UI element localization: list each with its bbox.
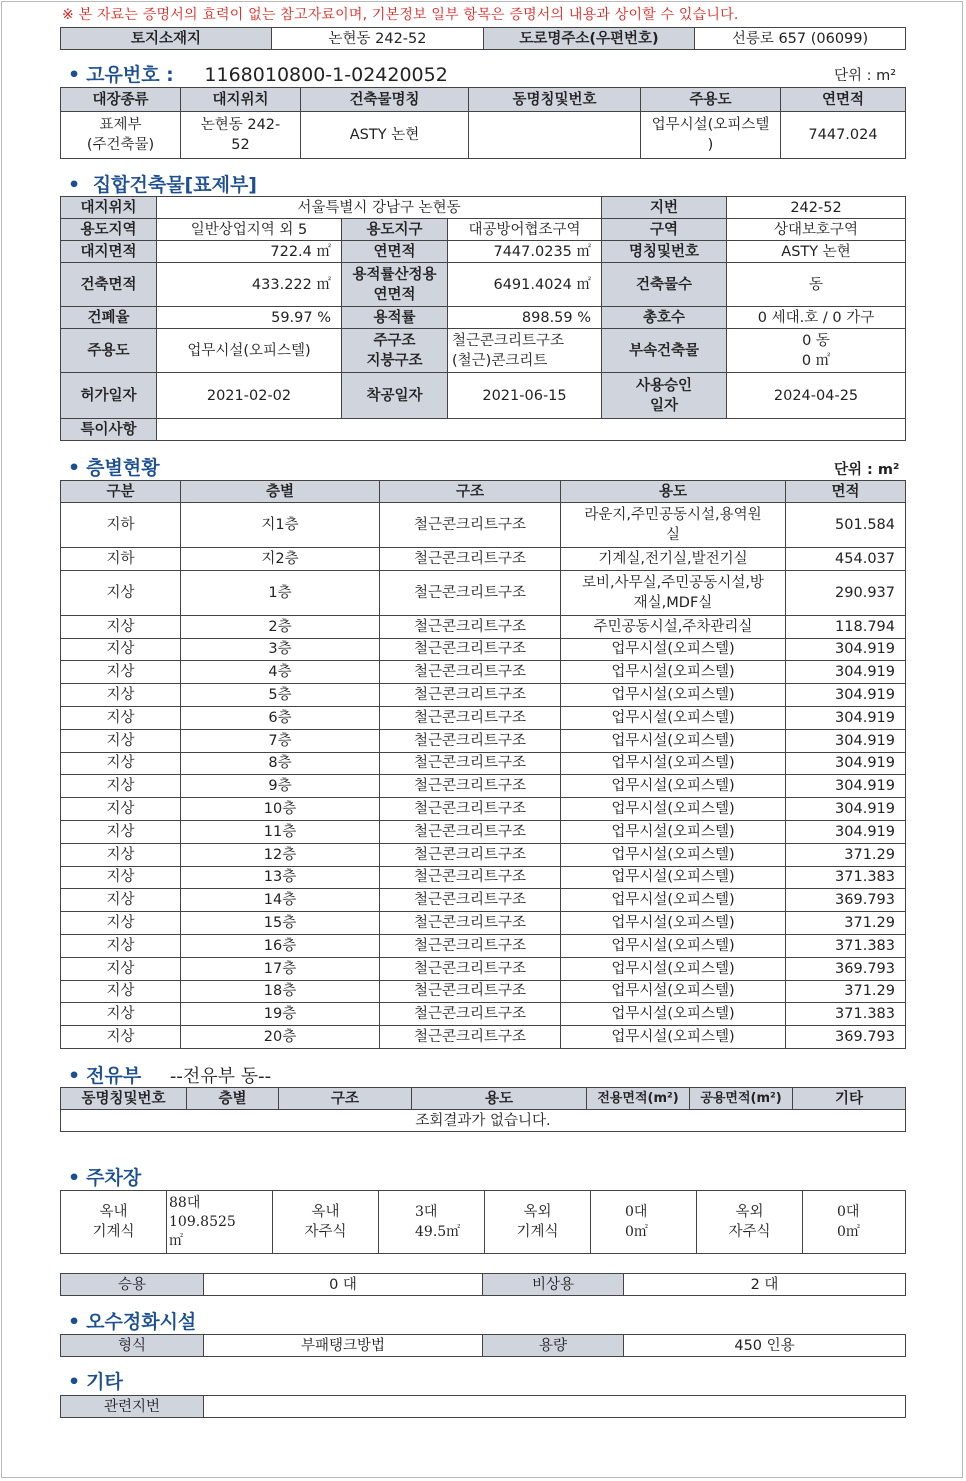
label-passenger-elevator: 승용	[61, 1274, 204, 1296]
floor-category: 지상	[61, 1003, 181, 1026]
floor-level: 14층	[181, 889, 380, 912]
bcr: 59.97 %	[157, 307, 342, 329]
floor-area: 369.793	[786, 957, 906, 980]
bullet-icon: •	[68, 1371, 81, 1393]
floor-use: 라운지,주민공동시설,용역원 실	[561, 503, 786, 548]
floor-category: 지상	[61, 570, 181, 615]
bullet-icon: •	[68, 457, 81, 479]
floor-structure: 철근콘크리트구조	[380, 752, 561, 775]
floor-structure: 철근콘크리트구조	[380, 570, 561, 615]
table-row	[61, 638, 906, 661]
etc-heading	[68, 1367, 123, 1394]
floors-heading	[68, 453, 160, 480]
floor-structure: 철근콘크리트구조	[380, 889, 561, 912]
floor-use: 업무시설(오피스텔)	[561, 752, 786, 775]
table-row	[61, 503, 906, 548]
floors-table	[60, 480, 906, 1049]
floor-area: 369.793	[786, 889, 906, 912]
unique-number-heading	[68, 60, 448, 87]
col-structure: 구조	[380, 481, 561, 503]
label-outdoor-mechanical: 옥외 기계식	[485, 1191, 591, 1254]
table-row	[61, 615, 906, 638]
floor-area: 371.383	[786, 1003, 906, 1026]
floor-category: 지상	[61, 980, 181, 1003]
register-building-name: ASTY 논현	[301, 112, 469, 159]
floor-category: 지상	[61, 889, 181, 912]
floor-structure: 철근콘크리트구조	[380, 706, 561, 729]
site-location: 서울특별시 강남구 논현동	[157, 197, 602, 219]
label-far: 용적률	[342, 307, 448, 329]
floor-structure: 철근콘크리트구조	[380, 503, 561, 548]
table-row	[61, 889, 906, 912]
land-table	[60, 27, 906, 50]
floor-category: 지하	[61, 503, 181, 548]
floor-category: 지상	[61, 866, 181, 889]
table-row	[61, 798, 906, 821]
jibun: 242-52	[727, 197, 906, 219]
floor-use: 업무시설(오피스텔)	[561, 980, 786, 1003]
floor-area: 304.919	[786, 820, 906, 843]
road-address-label: 도로명주소(우편번호)	[484, 28, 695, 50]
col-area: 면적	[786, 481, 906, 503]
col-register-type: 대장종류	[61, 88, 181, 112]
floor-level: 1층	[181, 570, 380, 615]
col-category: 구분	[61, 481, 181, 503]
register-total-area: 7447.024	[781, 112, 906, 159]
floor-use: 업무시설(오피스텔)	[561, 638, 786, 661]
floor-level: 12층	[181, 843, 380, 866]
floor-area: 304.919	[786, 661, 906, 684]
floor-structure: 철근콘크리트구조	[380, 775, 561, 798]
table-row	[61, 661, 906, 684]
bullet-icon: •	[68, 174, 81, 196]
sewage-heading	[68, 1307, 196, 1334]
floor-use: 업무시설(오피스텔)	[561, 1026, 786, 1049]
floor-use: 업무시설(오피스텔)	[561, 889, 786, 912]
bullet-icon: •	[68, 1167, 81, 1189]
floor-area: 371.383	[786, 934, 906, 957]
building-count: 동	[727, 263, 906, 307]
table-row	[61, 684, 906, 707]
floor-category: 지상	[61, 912, 181, 935]
floor-level: 17층	[181, 957, 380, 980]
floor-area: 304.919	[786, 729, 906, 752]
related-jibun	[204, 1396, 906, 1418]
label-zone: 용도지역	[61, 219, 157, 241]
exclusive-title: 전유부	[86, 1065, 142, 1087]
floor-area: 304.919	[786, 752, 906, 775]
floor-category: 지상	[61, 615, 181, 638]
annex: 0 동 0 ㎡	[727, 329, 906, 373]
label-sewage-capacity: 용량	[483, 1335, 624, 1357]
floor-use: 업무시설(오피스텔)	[561, 866, 786, 889]
table-row	[61, 1026, 906, 1049]
floor-level: 13층	[181, 866, 380, 889]
label-jibun: 지번	[602, 197, 727, 219]
elevator-table	[60, 1273, 906, 1296]
floor-area: 118.794	[786, 615, 906, 638]
road-address: 선릉로 657 (06099)	[695, 28, 906, 50]
label-main-use: 주용도	[61, 329, 157, 373]
col-use: 용도	[561, 481, 786, 503]
floor-structure: 철근콘크리트구조	[380, 843, 561, 866]
col-exclusive-area: 전용면적(m²)	[587, 1088, 690, 1110]
floor-area: 369.793	[786, 1026, 906, 1049]
floor-category: 지상	[61, 820, 181, 843]
floor-category: 지상	[61, 957, 181, 980]
label-approval-date: 사용승인 일자	[602, 373, 727, 419]
label-building-count: 건축물수	[602, 263, 727, 307]
bullet-icon: •	[68, 64, 81, 86]
table-row	[61, 752, 906, 775]
label-units: 총호수	[602, 307, 727, 329]
floor-level: 9층	[181, 775, 380, 798]
parking-heading	[68, 1163, 141, 1190]
floor-use: 업무시설(오피스텔)	[561, 729, 786, 752]
floor-level: 10층	[181, 798, 380, 821]
table-row	[61, 706, 906, 729]
passenger-elevator: 0 대	[204, 1274, 483, 1296]
summary-title: 집합건축물[표제부]	[92, 174, 257, 196]
register-main-use: 업무시설(오피스텔 )	[641, 112, 781, 159]
floor-use: 업무시설(오피스텔)	[561, 843, 786, 866]
exclusive-heading	[68, 1061, 271, 1088]
col-site: 대지위치	[181, 88, 301, 112]
label-special: 특이사항	[61, 419, 157, 441]
floor-category: 지상	[61, 934, 181, 957]
sewage-title: 오수정화시설	[86, 1311, 197, 1333]
floor-area: 371.29	[786, 980, 906, 1003]
floor-level: 20층	[181, 1026, 380, 1049]
label-area-zone: 구역	[602, 219, 727, 241]
floor-level: 2층	[181, 615, 380, 638]
structure: 철근콘크리트구조 (철근)콘크리트	[448, 329, 602, 373]
floor-structure: 철근콘크리트구조	[380, 638, 561, 661]
floor-structure: 철근콘크리트구조	[380, 980, 561, 1003]
floor-level: 8층	[181, 752, 380, 775]
far: 898.59 %	[448, 307, 602, 329]
no-results-message: 조회결과가 없습니다.	[61, 1110, 906, 1132]
far-area: 6491.4024 ㎡	[448, 263, 602, 307]
main-use: 업무시설(오피스텔)	[157, 329, 342, 373]
table-row	[61, 843, 906, 866]
col-dong: 동명칭및번호	[469, 88, 641, 112]
parking-title: 주차장	[86, 1167, 142, 1189]
floor-structure: 철근콘크리트구조	[380, 820, 561, 843]
label-bcr: 건폐율	[61, 307, 157, 329]
floor-category: 지상	[61, 752, 181, 775]
etc-table	[60, 1395, 906, 1418]
table-row	[61, 912, 906, 935]
parking-table	[60, 1190, 906, 1254]
floor-structure: 철근콘크리트구조	[380, 684, 561, 707]
floor-structure: 철근콘크리트구조	[380, 912, 561, 935]
floor-area: 304.919	[786, 775, 906, 798]
table-row	[61, 934, 906, 957]
emergency-elevator: 2 대	[624, 1274, 906, 1296]
label-outdoor-self: 옥외 자주식	[697, 1191, 803, 1254]
register-dong	[469, 112, 641, 159]
label-annex: 부속건축물	[602, 329, 727, 373]
sewage-capacity: 450 인용	[624, 1335, 906, 1357]
floor-level: 16층	[181, 934, 380, 957]
zone: 일반상업지역 외 5	[157, 219, 342, 241]
permit-date: 2021-02-02	[157, 373, 342, 419]
sewage-table	[60, 1334, 906, 1357]
floor-area: 371.29	[786, 843, 906, 866]
unique-number-title: 고유번호 :	[86, 64, 174, 86]
col-dong-number: 동명칭및번호	[61, 1088, 187, 1110]
floor-structure: 철근콘크리트구조	[380, 729, 561, 752]
floor-level: 19층	[181, 1003, 380, 1026]
floor-level: 15층	[181, 912, 380, 935]
outdoor-self: 0대 0㎡	[803, 1191, 906, 1254]
col-main-use: 주용도	[641, 88, 781, 112]
floor-use: 업무시설(오피스텔)	[561, 798, 786, 821]
floor-category: 지상	[61, 706, 181, 729]
floor-structure: 철근콘크리트구조	[380, 957, 561, 980]
col-etc: 기타	[793, 1088, 906, 1110]
floor-structure: 철근콘크리트구조	[380, 1003, 561, 1026]
label-start-date: 착공일자	[342, 373, 448, 419]
label-building-name: 명칭및번호	[602, 241, 727, 263]
floor-use: 주민공동시설,주차관리실	[561, 615, 786, 638]
floor-area: 304.919	[786, 706, 906, 729]
sewage-type: 부패탱크방법	[204, 1335, 483, 1357]
table-row	[61, 729, 906, 752]
floor-level: 11층	[181, 820, 380, 843]
start-date: 2021-06-15	[448, 373, 602, 419]
floor-area: 371.383	[786, 866, 906, 889]
building-area: 433.222 ㎡	[157, 263, 342, 307]
floor-use: 업무시설(오피스텔)	[561, 934, 786, 957]
floor-area: 454.037	[786, 548, 906, 571]
col-floor: 층별	[181, 481, 380, 503]
floor-use: 업무시설(오피스텔)	[561, 684, 786, 707]
label-total-area: 연면적	[342, 241, 448, 263]
outdoor-mechanical: 0대 0㎡	[591, 1191, 697, 1254]
total-area: 7447.0235 ㎡	[448, 241, 602, 263]
building-name: ASTY 논현	[727, 241, 906, 263]
floor-level: 6층	[181, 706, 380, 729]
table-row	[61, 570, 906, 615]
label-sewage-type: 형식	[61, 1335, 204, 1357]
floor-structure: 철근콘크리트구조	[380, 1026, 561, 1049]
table-row	[61, 980, 906, 1003]
table-row	[61, 548, 906, 571]
floor-category: 지하	[61, 548, 181, 571]
floor-use: 업무시설(오피스텔)	[561, 1003, 786, 1026]
exclusive-subtitle: --전유부 동--	[169, 1066, 272, 1087]
table-row	[61, 866, 906, 889]
special-notes	[157, 419, 906, 441]
floors-title: 층별현황	[86, 457, 160, 479]
table-row	[61, 957, 906, 980]
area-zone: 상대보호구역	[727, 219, 906, 241]
floor-use: 업무시설(오피스텔)	[561, 661, 786, 684]
col-total-area: 연면적	[781, 88, 906, 112]
floor-structure: 철근콘크리트구조	[380, 934, 561, 957]
disclaimer-notice: ※ 본 자료는 증명서의 효력이 없는 참고자료이며, 기본정보 일부 항목은 증명서의 내용과 상이할 수 있습니다.	[62, 7, 739, 23]
floor-area: 371.29	[786, 912, 906, 935]
exclusive-table	[60, 1087, 906, 1132]
floor-category: 지상	[61, 1026, 181, 1049]
floor-structure: 철근콘크리트구조	[380, 866, 561, 889]
col-common-area: 공용면적(m²)	[690, 1088, 793, 1110]
table-row	[61, 775, 906, 798]
label-structure: 주구조 지붕구조	[342, 329, 448, 373]
label-site-area: 대지면적	[61, 241, 157, 263]
floor-use: 업무시설(오피스텔)	[561, 775, 786, 798]
label-site: 대지위치	[61, 197, 157, 219]
col-use: 용도	[412, 1088, 587, 1110]
label-related-jibun: 관련지번	[61, 1396, 204, 1418]
floor-use: 업무시설(오피스텔)	[561, 820, 786, 843]
indoor-mechanical: 88대 109.8525 ㎡	[167, 1191, 273, 1254]
floor-area: 304.919	[786, 684, 906, 707]
floor-category: 지상	[61, 729, 181, 752]
floor-structure: 철근콘크리트구조	[380, 798, 561, 821]
floor-structure: 철근콘크리트구조	[380, 548, 561, 571]
label-building-area: 건축면적	[61, 263, 157, 307]
floor-use: 업무시설(오피스텔)	[561, 706, 786, 729]
floor-level: 18층	[181, 980, 380, 1003]
table-row	[61, 820, 906, 843]
register-type: 표제부 (주건축물)	[61, 112, 181, 159]
site-area: 722.4 ㎡	[157, 241, 342, 263]
floor-use: 로비,사무실,주민공동시설,방 재실,MDF실	[561, 570, 786, 615]
col-building-name: 건축물명칭	[301, 88, 469, 112]
register-site: 논현동 242- 52	[181, 112, 301, 159]
floor-level: 5층	[181, 684, 380, 707]
floor-area: 304.919	[786, 638, 906, 661]
summary-table	[60, 196, 906, 441]
floor-area: 501.584	[786, 503, 906, 548]
floor-level: 4층	[181, 661, 380, 684]
district: 대공방어협조구역	[448, 219, 602, 241]
floor-use: 업무시설(오피스텔)	[561, 957, 786, 980]
floor-level: 지2층	[181, 548, 380, 571]
label-indoor-self: 옥내 자주식	[273, 1191, 379, 1254]
floor-area: 290.937	[786, 570, 906, 615]
floor-category: 지상	[61, 775, 181, 798]
unique-number: 1168010800-1-02420052	[204, 64, 448, 86]
label-emergency-elevator: 비상용	[483, 1274, 624, 1296]
etc-title: 기타	[86, 1371, 123, 1393]
label-far-area: 용적률산정용 연면적	[342, 263, 448, 307]
land-location: 논현동 242-52	[272, 28, 484, 50]
floors-unit: 단위 : m²	[834, 462, 900, 478]
approval-date: 2024-04-25	[727, 373, 906, 419]
unit-label: 단위 : m²	[834, 68, 897, 84]
bullet-icon: •	[68, 1311, 81, 1333]
land-location-label: 토지소재지	[61, 28, 272, 50]
label-permit-date: 허가일자	[61, 373, 157, 419]
floor-category: 지상	[61, 798, 181, 821]
floor-use: 기계실,전기실,발전기실	[561, 548, 786, 571]
indoor-self: 3대 49.5㎡	[379, 1191, 485, 1254]
floor-use: 업무시설(오피스텔)	[561, 912, 786, 935]
label-district: 용도지구	[342, 219, 448, 241]
floor-structure: 철근콘크리트구조	[380, 615, 561, 638]
floor-category: 지상	[61, 661, 181, 684]
col-structure: 구조	[279, 1088, 412, 1110]
floor-area: 304.919	[786, 798, 906, 821]
bullet-icon: •	[68, 1065, 81, 1087]
floor-category: 지상	[61, 684, 181, 707]
floor-category: 지상	[61, 638, 181, 661]
label-indoor-mechanical: 옥내 기계식	[61, 1191, 167, 1254]
register-table	[60, 87, 906, 159]
summary-heading	[68, 170, 257, 197]
units: 0 세대.호 / 0 가구	[727, 307, 906, 329]
floor-level: 7층	[181, 729, 380, 752]
floor-structure: 철근콘크리트구조	[380, 661, 561, 684]
floor-category: 지상	[61, 843, 181, 866]
col-floor: 층별	[187, 1088, 279, 1110]
floor-level: 3층	[181, 638, 380, 661]
table-row	[61, 1003, 906, 1026]
floor-level: 지1층	[181, 503, 380, 548]
